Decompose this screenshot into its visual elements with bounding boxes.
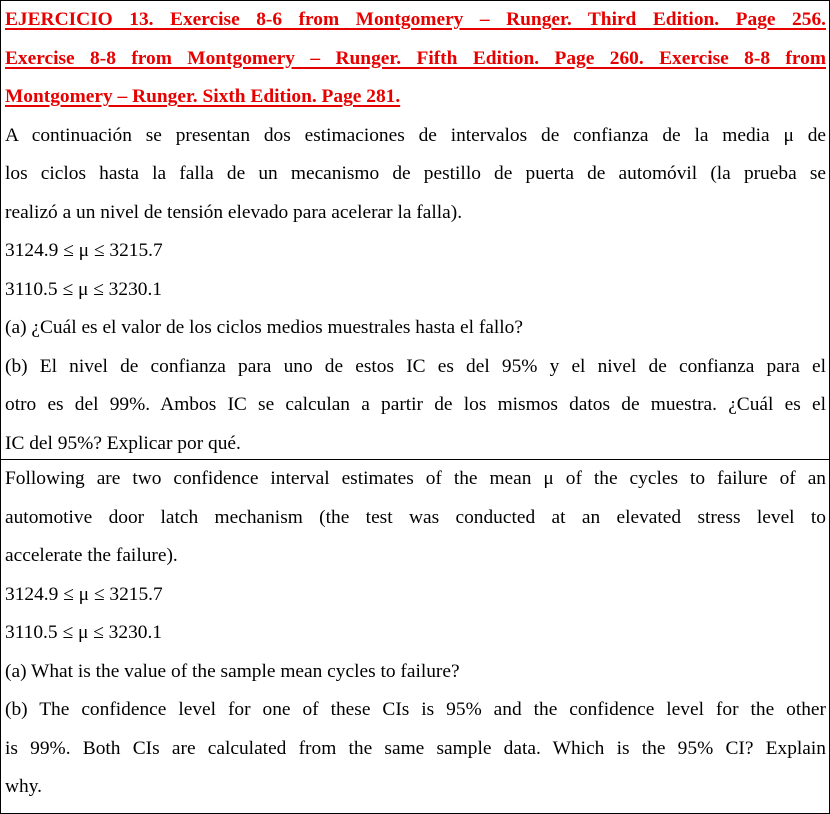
question-b xyxy=(5,691,826,807)
interval-2: 3110.5 ≤ μ ≤ 3230.1 xyxy=(5,622,162,643)
question-b-line: (b) The confidence level for one of these CIs is 95% and the confidence level for the other xyxy=(5,699,826,720)
question-a: (a) What is the value of the sample mean cycles to failure? xyxy=(5,660,460,682)
intro-line: automotive door latch mechanism (the test was conducted at an elevated stress level to xyxy=(5,506,826,528)
interval-2: 3110.5 ≤ μ ≤ 3230.1 xyxy=(5,278,162,300)
intro-line: accelerate the failure). xyxy=(5,545,178,566)
question-b-line: is 99%. Both CIs are calculated from the same sample data. Which is the 95% CI? Explain xyxy=(5,737,826,759)
heading-line: Exercise 8-8 from Montgomery – Runger. Fifth Edition. Page 260. Exercise 8-8 from xyxy=(5,47,826,69)
intro-line: A continuación se presentan dos estimaciones de intervalos de confianza de la media μ de xyxy=(5,124,826,146)
heading-line: EJERCICIO 13. Exercise 8-6 from Montgomery – Runger. Third Edition. Page 256. xyxy=(5,9,826,30)
english-cell xyxy=(0,459,830,814)
question-b-line: why. xyxy=(5,776,42,797)
heading-line: Montgomery – Runger. Sixth Edition. Page 281. xyxy=(5,86,401,107)
intro-line: realizó a un nivel de tensión elevado para acelerar la falla). xyxy=(5,201,463,223)
question-a: (a) ¿Cuál es el valor de los ciclos medios muestrales hasta el fallo? xyxy=(5,317,523,338)
intro-line: Following are two confidence interval estimates of the mean μ of the cycles to failure of an xyxy=(5,468,826,489)
spanish-intro xyxy=(5,117,826,233)
interval-1: 3124.9 ≤ μ ≤ 3215.7 xyxy=(5,583,163,605)
intro-line: los ciclos hasta la falla de un mecanismo de pestillo de puerta de automóvil (la prueba se xyxy=(5,163,826,184)
english-intro xyxy=(5,460,826,576)
question-b-line: otro es del 99%. Ambos IC se calculan a partir de los mismos datos de muestra. ¿Cuál es el xyxy=(5,394,826,415)
question-b xyxy=(5,348,826,464)
interval-1: 3124.9 ≤ μ ≤ 3215.7 xyxy=(5,240,163,261)
exercise-heading xyxy=(5,1,826,117)
question-b-line: (b) El nivel de confianza para uno de estos IC es del 95% y el nivel de confianza para el xyxy=(5,355,826,377)
question-b-line: IC del 95%? Explicar por qué. xyxy=(5,432,241,454)
